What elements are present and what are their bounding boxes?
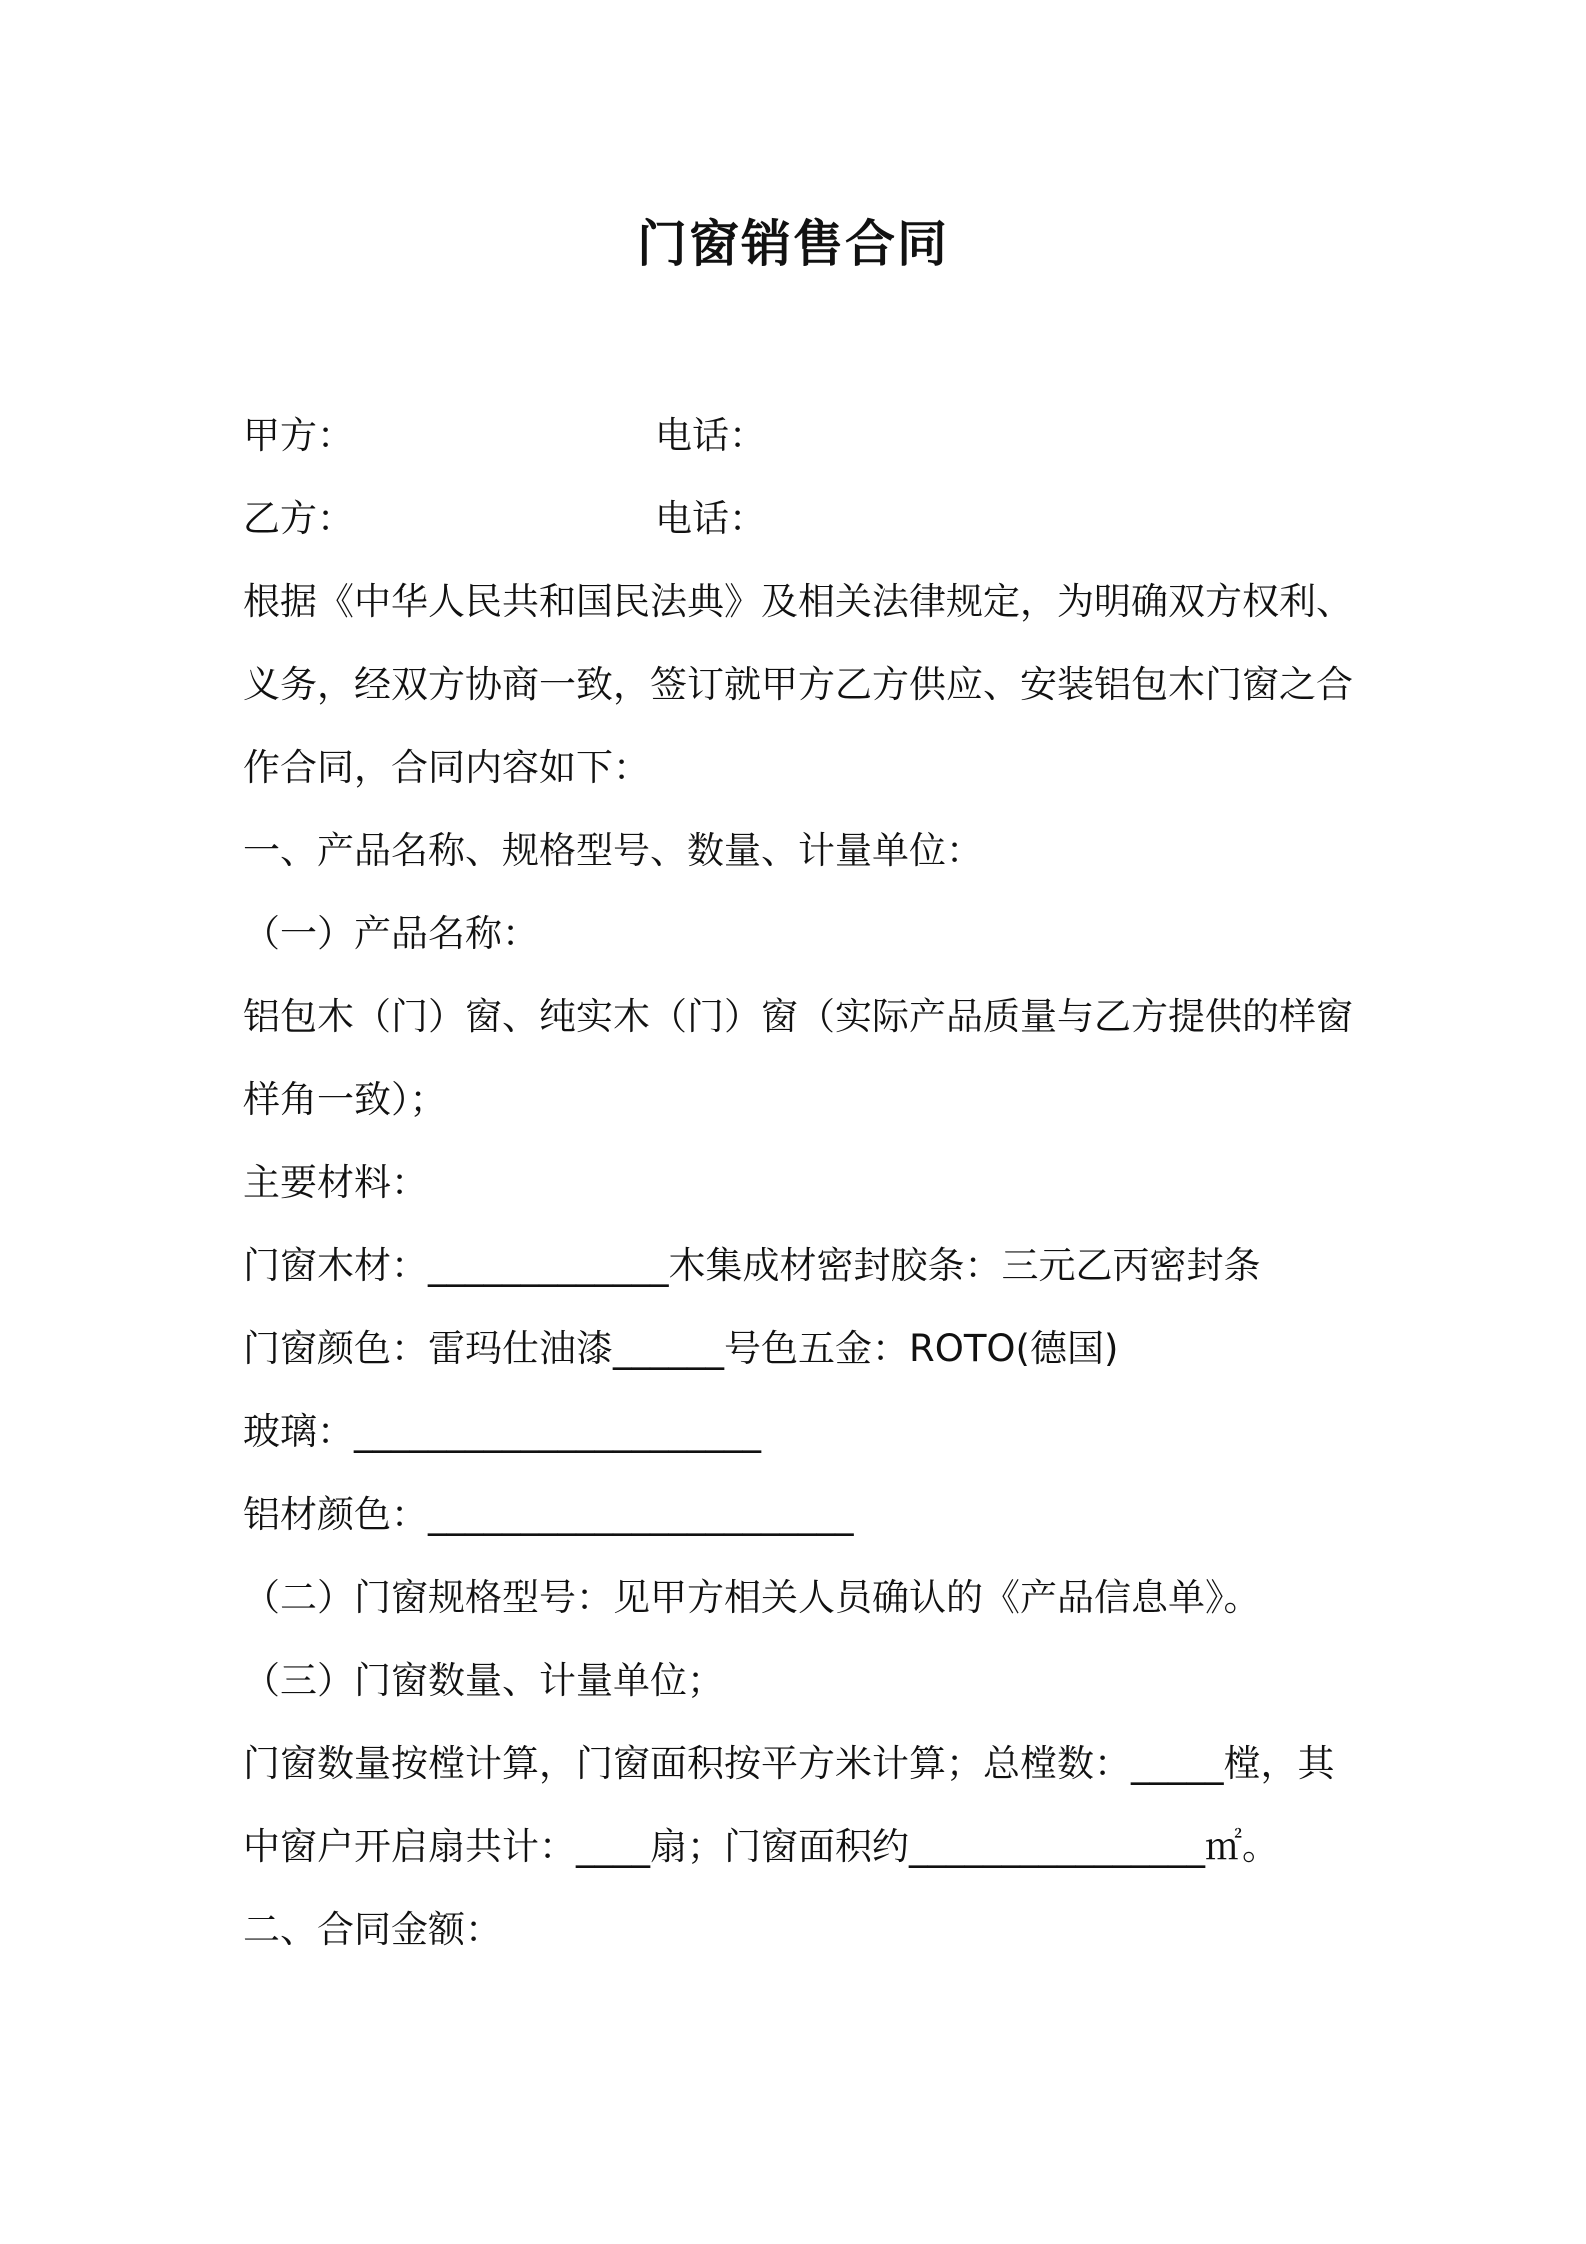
materials-heading: 主要材料： <box>243 1161 428 1204</box>
document-title: 门窗销售合同 <box>637 215 949 273</box>
product-desc-line-2: 样角一致）； <box>243 1078 447 1121</box>
product-desc-line-1: 铝包木（门）窗、纯实木（门）窗（实际产品质量与乙方提供的样窗 <box>243 995 1353 1038</box>
subsection-2-heading: （二）门窗规格型号：见甲方相关人员确认的《产品信息单》。 <box>243 1576 1261 1619</box>
section-2-heading: 二、合同金额： <box>243 1908 502 1951</box>
material-wood-line: 门窗木材：_____________木集成材密封胶条：三元乙丙密封条 <box>243 1244 1261 1287</box>
subsection-3-heading: （三）门窗数量、计量单位； <box>243 1659 724 1702</box>
section-1-heading: 一、产品名称、规格型号、数量、计量单位： <box>243 829 983 872</box>
intro-line-2: 义务，经双方协商一致，签订就甲方乙方供应、安装铝包木门窗之合 <box>243 663 1353 706</box>
quantity-desc-line-2: 中窗户开启扇共计：____扇；门窗面积约________________㎡。 <box>243 1825 1279 1868</box>
party-a-label: 甲方： <box>243 414 354 457</box>
party-b-label: 乙方： <box>243 497 354 540</box>
intro-line-1: 根据《中华人民共和国民法典》及相关法律规定，为明确双方权利、 <box>243 580 1353 623</box>
quantity-desc-line-1: 门窗数量按樘计算，门窗面积按平方米计算；总樘数：_____樘，其 <box>243 1742 1335 1785</box>
subsection-1-heading: （一）产品名称： <box>243 912 539 955</box>
party-a-phone-label: 电话： <box>655 414 766 457</box>
party-b-phone-label: 电话： <box>655 497 766 540</box>
intro-line-3: 作合同，合同内容如下： <box>243 746 650 789</box>
material-glass-line: 玻璃：______________________ <box>243 1410 761 1453</box>
material-color-line: 门窗颜色：雷玛仕油漆______号色五金：ROTO(德国) <box>243 1327 1119 1370</box>
material-aluminum-line: 铝材颜色：_______________________ <box>243 1493 854 1536</box>
